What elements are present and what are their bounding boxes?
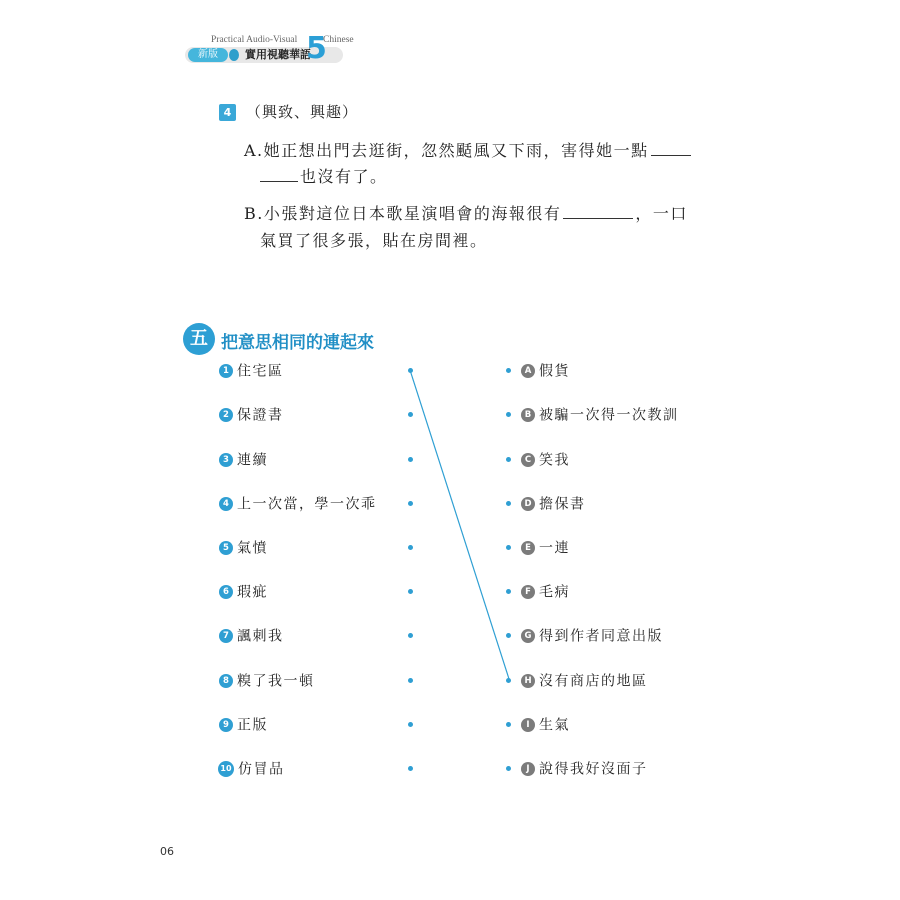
- right-item-text: 擔保書: [539, 496, 586, 513]
- right-item-f: [521, 581, 570, 601]
- left-connect-dot-4[interactable]: [408, 501, 413, 506]
- left-connect-dot-1[interactable]: [408, 368, 413, 373]
- section-title: 把意思相同的連起來: [221, 333, 374, 353]
- right-connect-dot-a[interactable]: [506, 368, 511, 373]
- right-item-text: 被騙一次得一次教訓: [539, 407, 679, 424]
- right-item-text: 得到作者同意出版: [539, 628, 663, 645]
- right-connect-dot-c[interactable]: [506, 457, 511, 462]
- header-title-zh: 實用視聽華語: [245, 48, 311, 61]
- left-connect-dot-8[interactable]: [408, 678, 413, 683]
- right-item-text: 笑我: [539, 452, 570, 469]
- left-item-text: 正版: [237, 717, 268, 734]
- right-item-letter: B: [521, 408, 535, 422]
- left-item-text: 諷刺我: [237, 628, 284, 645]
- right-item-text: 一連: [539, 540, 570, 557]
- left-item-3: [219, 449, 268, 469]
- right-connect-dot-g[interactable]: [506, 633, 511, 638]
- left-item-text: 仿冒品: [238, 761, 285, 778]
- left-item-5: [219, 537, 268, 557]
- right-item-c: [521, 449, 570, 469]
- example-match-line: [410, 370, 509, 679]
- right-item-a: [521, 360, 570, 380]
- page-number: 06: [160, 845, 174, 858]
- right-item-e: [521, 537, 570, 557]
- left-connect-dot-6[interactable]: [408, 589, 413, 594]
- left-item-number: 2: [219, 408, 233, 422]
- left-item-text: 連續: [237, 452, 268, 469]
- sentence-b-text-end: 氣買了很多張，貼在房間裡。: [260, 231, 488, 250]
- right-connect-dot-b[interactable]: [506, 412, 511, 417]
- right-item-letter: J: [521, 762, 535, 776]
- right-item-text: 假貨: [539, 363, 570, 380]
- left-item-text: 糗了我一頓: [237, 673, 315, 690]
- left-item-text: 氣憤: [237, 540, 268, 557]
- left-item-number: 1: [219, 364, 233, 378]
- left-item-number: 7: [219, 629, 233, 643]
- right-item-letter: D: [521, 497, 535, 511]
- left-item-number: 9: [219, 718, 233, 732]
- left-item-10: [218, 758, 285, 778]
- right-item-text: 沒有商店的地區: [539, 673, 648, 690]
- right-connect-dot-f[interactable]: [506, 589, 511, 594]
- right-item-letter: G: [521, 629, 535, 643]
- left-connect-dot-10[interactable]: [408, 766, 413, 771]
- right-item-d: [521, 493, 586, 513]
- right-item-letter: F: [521, 585, 535, 599]
- sentence-b-text-post: ，一口: [635, 204, 688, 223]
- right-item-h: [521, 670, 648, 690]
- left-connect-dot-9[interactable]: [408, 722, 413, 727]
- left-connect-dot-7[interactable]: [408, 633, 413, 638]
- left-connect-dot-3[interactable]: [408, 457, 413, 462]
- left-item-number: 6: [219, 585, 233, 599]
- right-item-letter: A: [521, 364, 535, 378]
- left-item-text: 保證書: [237, 407, 284, 424]
- left-connect-dot-5[interactable]: [408, 545, 413, 550]
- left-item-7: [219, 625, 284, 645]
- left-item-number: 3: [219, 453, 233, 467]
- left-item-1: [219, 360, 284, 380]
- right-item-text: 說得我好沒面子: [539, 761, 648, 778]
- header-new-edition-badge: 新版: [188, 48, 228, 62]
- right-connect-dot-d[interactable]: [506, 501, 511, 506]
- right-connect-dot-i[interactable]: [506, 722, 511, 727]
- right-item-j: [521, 758, 648, 778]
- section-number-badge: 五: [183, 323, 215, 355]
- right-connect-dot-h[interactable]: [506, 678, 511, 683]
- sentence-a-text-end: 也沒有了。: [300, 167, 388, 186]
- left-item-2: [219, 404, 284, 424]
- right-item-text: 毛病: [539, 584, 570, 601]
- right-item-i: [521, 714, 570, 734]
- right-item-letter: E: [521, 541, 535, 555]
- left-item-6: [219, 581, 268, 601]
- right-item-g: [521, 625, 663, 645]
- left-item-number: 8: [219, 674, 233, 688]
- left-item-text: 住宅區: [237, 363, 284, 380]
- left-item-text: 上一次當，學一次乖: [237, 496, 377, 513]
- header-volume-number: 5: [306, 31, 327, 66]
- header-title-en-right: Chinese: [323, 35, 354, 45]
- right-item-letter: H: [521, 674, 535, 688]
- left-item-number: 10: [218, 761, 234, 777]
- right-item-b: [521, 404, 679, 424]
- left-item-9: [219, 714, 268, 734]
- right-connect-dot-j[interactable]: [506, 766, 511, 771]
- right-item-letter: C: [521, 453, 535, 467]
- left-item-text: 瑕疵: [237, 584, 268, 601]
- sentence-a-text: A.她正想出門去逛街，忽然颳風又下雨，害得她一點: [244, 141, 649, 160]
- sentence-b-text: B.小張對這位日本歌星演唱會的海報很有: [244, 204, 562, 223]
- right-item-letter: I: [521, 718, 535, 732]
- question-number-badge: 4: [219, 104, 236, 121]
- left-connect-dot-2[interactable]: [408, 412, 413, 417]
- header-title-en-left: Practical Audio-Visual: [211, 35, 298, 45]
- left-item-8: [219, 670, 315, 690]
- question-title: （興致、興趣）: [246, 103, 359, 121]
- left-item-4: [219, 493, 377, 513]
- right-item-text: 生氣: [539, 717, 570, 734]
- left-item-number: 5: [219, 541, 233, 555]
- left-item-number: 4: [219, 497, 233, 511]
- right-connect-dot-e[interactable]: [506, 545, 511, 550]
